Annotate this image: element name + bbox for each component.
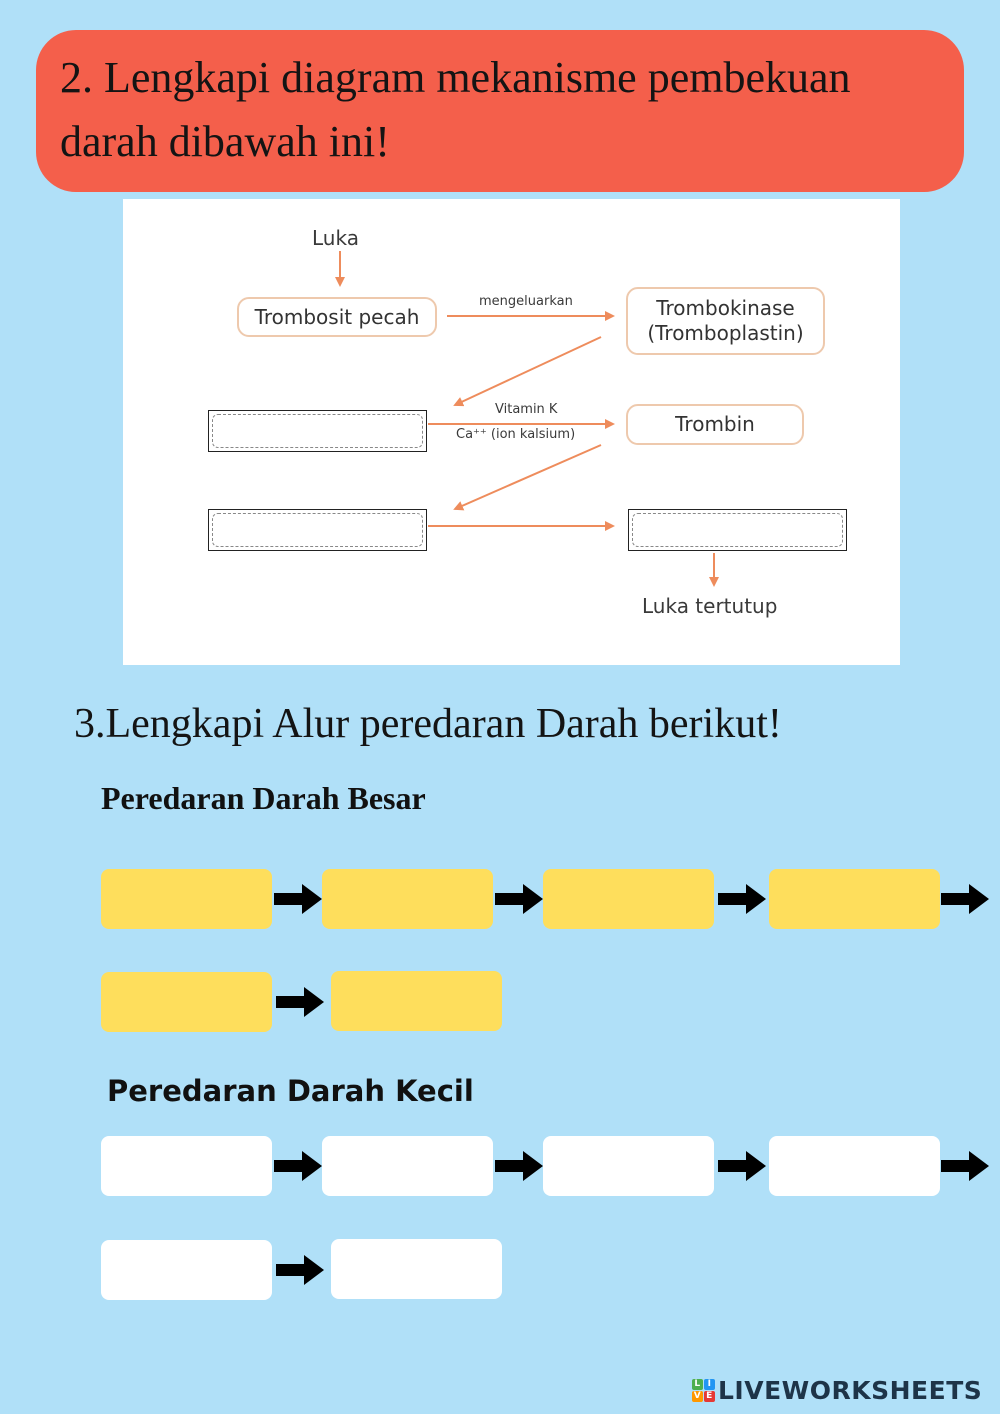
besar-slot-6[interactable] xyxy=(331,971,502,1031)
logo-letter: V xyxy=(693,1390,702,1401)
label-luka-tertutup: Luka tertutup xyxy=(642,594,778,618)
label-mengeluarkan: mengeluarkan xyxy=(479,294,573,309)
answer-box-fibrinogen[interactable] xyxy=(208,509,427,551)
label-luka: Luka xyxy=(312,226,359,250)
label-ion-kalsium: Ca⁺⁺ (ion kalsium) xyxy=(456,427,576,442)
arrow-right-icon xyxy=(718,884,766,914)
liveworksheets-brand xyxy=(692,1374,982,1406)
question-2-title-line1: 2. Lengkapi diagram mekanisme pembekuan xyxy=(60,53,851,102)
arrow-right-icon xyxy=(276,1255,324,1285)
question-2-title-line2: darah dibawah ini! xyxy=(60,117,390,166)
trombokinase-line1: Trombokinase xyxy=(656,296,795,320)
besar-slot-1[interactable] xyxy=(101,869,272,929)
box-trombosit-pecah: Trombosit pecah xyxy=(237,297,437,337)
question-3-title: 3.Lengkapi Alur peredaran Darah berikut! xyxy=(74,701,782,747)
question-2-title xyxy=(60,46,960,174)
arrow-trombin-diagonal xyxy=(455,445,601,509)
kecil-slot-2[interactable] xyxy=(322,1136,493,1196)
besar-slot-4[interactable] xyxy=(769,869,940,929)
arrow-right-icon xyxy=(941,884,989,914)
kecil-slot-1[interactable] xyxy=(101,1136,272,1196)
brand-name: LIVEWORKSHEETS xyxy=(718,1375,983,1405)
box-trombokinase xyxy=(626,287,825,355)
liveworksheets-logo-icon xyxy=(692,1379,715,1402)
answer-box-fibrin[interactable] xyxy=(628,509,847,551)
arrow-right-icon xyxy=(276,987,324,1017)
arrow-right-icon xyxy=(495,884,543,914)
arrow-right-icon xyxy=(941,1151,989,1181)
label-vitamin-k: Vitamin K xyxy=(495,402,558,417)
box-trombin: Trombin xyxy=(626,404,804,445)
trombokinase-line2: (Tromboplastin) xyxy=(647,321,804,345)
blood-clotting-diagram xyxy=(123,199,900,665)
logo-letter: I xyxy=(704,1379,715,1390)
besar-slot-3[interactable] xyxy=(543,869,714,929)
answer-box-protrombin[interactable] xyxy=(208,410,427,452)
arrow-right-icon xyxy=(495,1151,543,1181)
arrow-trombokinase-diagonal xyxy=(455,337,601,405)
besar-slot-2[interactable] xyxy=(322,869,493,929)
besar-slot-5[interactable] xyxy=(101,972,272,1032)
arrow-right-icon xyxy=(718,1151,766,1181)
kecil-slot-6[interactable] xyxy=(331,1239,502,1299)
heading-peredaran-darah-besar: Peredaran Darah Besar xyxy=(101,780,426,816)
logo-letter: L xyxy=(692,1379,703,1390)
heading-peredaran-darah-kecil: Peredaran Darah Kecil xyxy=(107,1074,474,1108)
kecil-slot-3[interactable] xyxy=(543,1136,714,1196)
logo-letter: E xyxy=(704,1391,715,1402)
kecil-slot-4[interactable] xyxy=(769,1136,940,1196)
kecil-slot-5[interactable] xyxy=(101,1240,272,1300)
arrow-right-icon xyxy=(274,884,322,914)
arrow-right-icon xyxy=(274,1151,322,1181)
